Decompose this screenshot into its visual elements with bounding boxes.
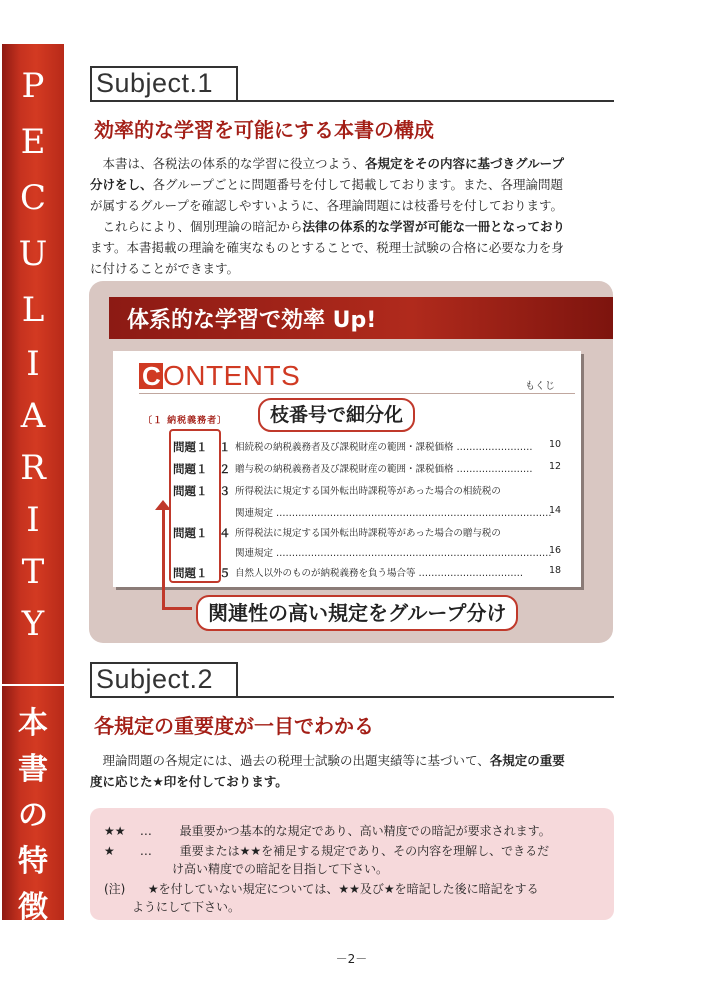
toc-branch-number: ３ bbox=[219, 484, 231, 498]
subject1-header bbox=[90, 66, 614, 104]
grouping-callout: 関連性の高い規定をグループ分け bbox=[196, 595, 518, 631]
toc-title: 贈与税の納税義務者及び課税財産の範囲・課税価格 …………………… bbox=[235, 464, 533, 475]
toc-row bbox=[113, 525, 581, 545]
callout-arrow-line bbox=[162, 607, 192, 610]
subject2-header bbox=[90, 662, 614, 700]
body-line: 本書は、各税法の体系的な学習に役立つよう、各規定をその内容に基づきグループ bbox=[102, 156, 565, 171]
band-letter: Y bbox=[21, 604, 45, 644]
body-line: 分けをし、各グループごとに問題番号を付して掲載しております。また、各理論問題 bbox=[90, 177, 564, 192]
body-line: ます。本書掲載の理論を確実なものとすることで、税理士試験の合格に必要な力を身 bbox=[90, 240, 564, 255]
contents-sheet bbox=[113, 351, 581, 587]
toc-title: 関連規定 …………………………………………………………………………… bbox=[235, 508, 552, 519]
band-divider bbox=[2, 684, 64, 686]
toc-page: 18 bbox=[549, 565, 562, 576]
band-letter: I bbox=[26, 344, 40, 384]
toc-question-label: 問題１ bbox=[173, 526, 208, 540]
subject2-heading: 各規定の重要度が一目でわかる bbox=[94, 714, 374, 738]
toc-row bbox=[113, 565, 581, 585]
legend-mark: (注) bbox=[104, 882, 126, 896]
toc-branch-number: ４ bbox=[219, 526, 231, 540]
callout-arrow-line bbox=[162, 508, 165, 608]
legend-dots: … bbox=[139, 824, 152, 838]
subject1-rule bbox=[90, 100, 614, 102]
band-kanji: 特 bbox=[18, 844, 48, 879]
band-letter: R bbox=[20, 448, 46, 488]
legend-mark: ★ bbox=[104, 844, 115, 858]
band-letter: I bbox=[26, 500, 40, 540]
chapter-label: 〔１ 納税義務者〕 bbox=[143, 416, 228, 426]
subject2-body bbox=[90, 750, 616, 792]
toc-page: 12 bbox=[549, 461, 562, 472]
toc-question-label: 問題１ bbox=[173, 484, 208, 498]
legend-row bbox=[104, 842, 549, 859]
toc-page: 10 bbox=[549, 439, 562, 450]
toc-page: 16 bbox=[549, 545, 562, 556]
band-kanji: 本 bbox=[18, 706, 48, 741]
toc-branch-number: ２ bbox=[219, 462, 231, 476]
band-letter: C bbox=[19, 178, 46, 218]
mokuji-label: もくじ bbox=[525, 381, 555, 392]
legend-text: 重要または★★を補足する規定であり、その内容を理解し、できるだ bbox=[179, 844, 550, 858]
band-kanji: 徴 bbox=[18, 890, 48, 925]
body-line: 度に応じた★印を付しております。 bbox=[90, 774, 288, 789]
band-kanji: 書 bbox=[18, 752, 48, 787]
subject2-rule bbox=[90, 696, 614, 698]
body-line: 理論問題の各規定には、過去の税理士試験の出題実績等に基づいて、各規定の重要 bbox=[102, 753, 565, 768]
figure-banner-text: 体系的な学習で効率 Up! bbox=[127, 308, 377, 333]
band-letter: P bbox=[21, 66, 45, 106]
toc-row bbox=[113, 545, 581, 565]
band-letter: A bbox=[20, 396, 46, 436]
legend-text: ようにして下さい。 bbox=[132, 900, 241, 914]
toc-question-label: 問題１ bbox=[173, 566, 208, 580]
contents-rule bbox=[139, 393, 575, 394]
legend-mark: ★★ bbox=[104, 824, 126, 838]
subject1-body bbox=[90, 153, 616, 279]
side-band bbox=[2, 44, 64, 925]
toc-row bbox=[113, 483, 581, 503]
toc-row bbox=[113, 505, 581, 525]
toc-title: 相続税の納税義務者及び課税財産の範囲・課税価格 …………………… bbox=[235, 442, 533, 453]
contents-title: ONTENTS bbox=[163, 360, 301, 391]
importance-legend bbox=[90, 808, 614, 920]
toc-title: 関連規定 …………………………………………………………………………… bbox=[235, 548, 552, 559]
figure-banner bbox=[109, 297, 613, 339]
subject1-label: Subject.1 bbox=[96, 68, 214, 98]
branch-number-callout: 枝番号で細分化 bbox=[258, 398, 415, 432]
structure-figure bbox=[89, 281, 613, 643]
toc-row bbox=[113, 461, 581, 481]
band-letter: L bbox=[21, 290, 45, 330]
toc-branch-number: １ bbox=[219, 440, 231, 454]
body-line: これらにより、個別理論の暗記から法律の体系的な学習が可能な一冊となっており bbox=[102, 219, 566, 234]
toc-page: 14 bbox=[549, 505, 562, 516]
toc-question-label: 問題１ bbox=[173, 462, 208, 476]
legend-text: 最重要かつ基本的な規定であり、高い精度での暗記が要求されます。 bbox=[179, 824, 551, 838]
legend-text: け高い精度での暗記を目指して下さい。 bbox=[172, 862, 389, 876]
toc-question-label: 問題１ bbox=[173, 440, 208, 454]
toc-row bbox=[113, 439, 581, 459]
toc-branch-number: ５ bbox=[219, 566, 231, 580]
page-number: －2－ bbox=[335, 952, 368, 966]
toc-title: 自然人以外のものが納税義務を負う場合等 …………………………… bbox=[235, 568, 524, 579]
band-letter: E bbox=[20, 122, 46, 162]
legend-row bbox=[104, 822, 551, 839]
legend-text: ★を付していない規定については、★★及び★を暗記した後に暗記をする bbox=[147, 882, 539, 896]
subject1-heading: 効率的な学習を可能にする本書の構成 bbox=[94, 118, 434, 142]
band-letter: T bbox=[21, 552, 45, 592]
legend-row bbox=[132, 898, 240, 915]
body-line: に付けることができます。 bbox=[90, 261, 240, 276]
legend-row bbox=[172, 860, 388, 877]
contents-c-box bbox=[139, 363, 163, 389]
toc-title: 所得税法に規定する国外転出時課税等があった場合の相続税の bbox=[235, 486, 501, 497]
contents-c-letter: C bbox=[142, 361, 161, 391]
legend-dots: … bbox=[139, 844, 152, 858]
legend-row bbox=[104, 880, 539, 897]
band-letter: U bbox=[18, 234, 48, 274]
body-line: が属するグループを確認しやすいように、各理論問題には枝番号を付しております。 bbox=[90, 198, 564, 213]
band-kanji: の bbox=[18, 798, 48, 833]
toc-title: 所得税法に規定する国外転出時課税等があった場合の贈与税の bbox=[235, 528, 501, 539]
subject2-label: Subject.2 bbox=[96, 664, 214, 694]
